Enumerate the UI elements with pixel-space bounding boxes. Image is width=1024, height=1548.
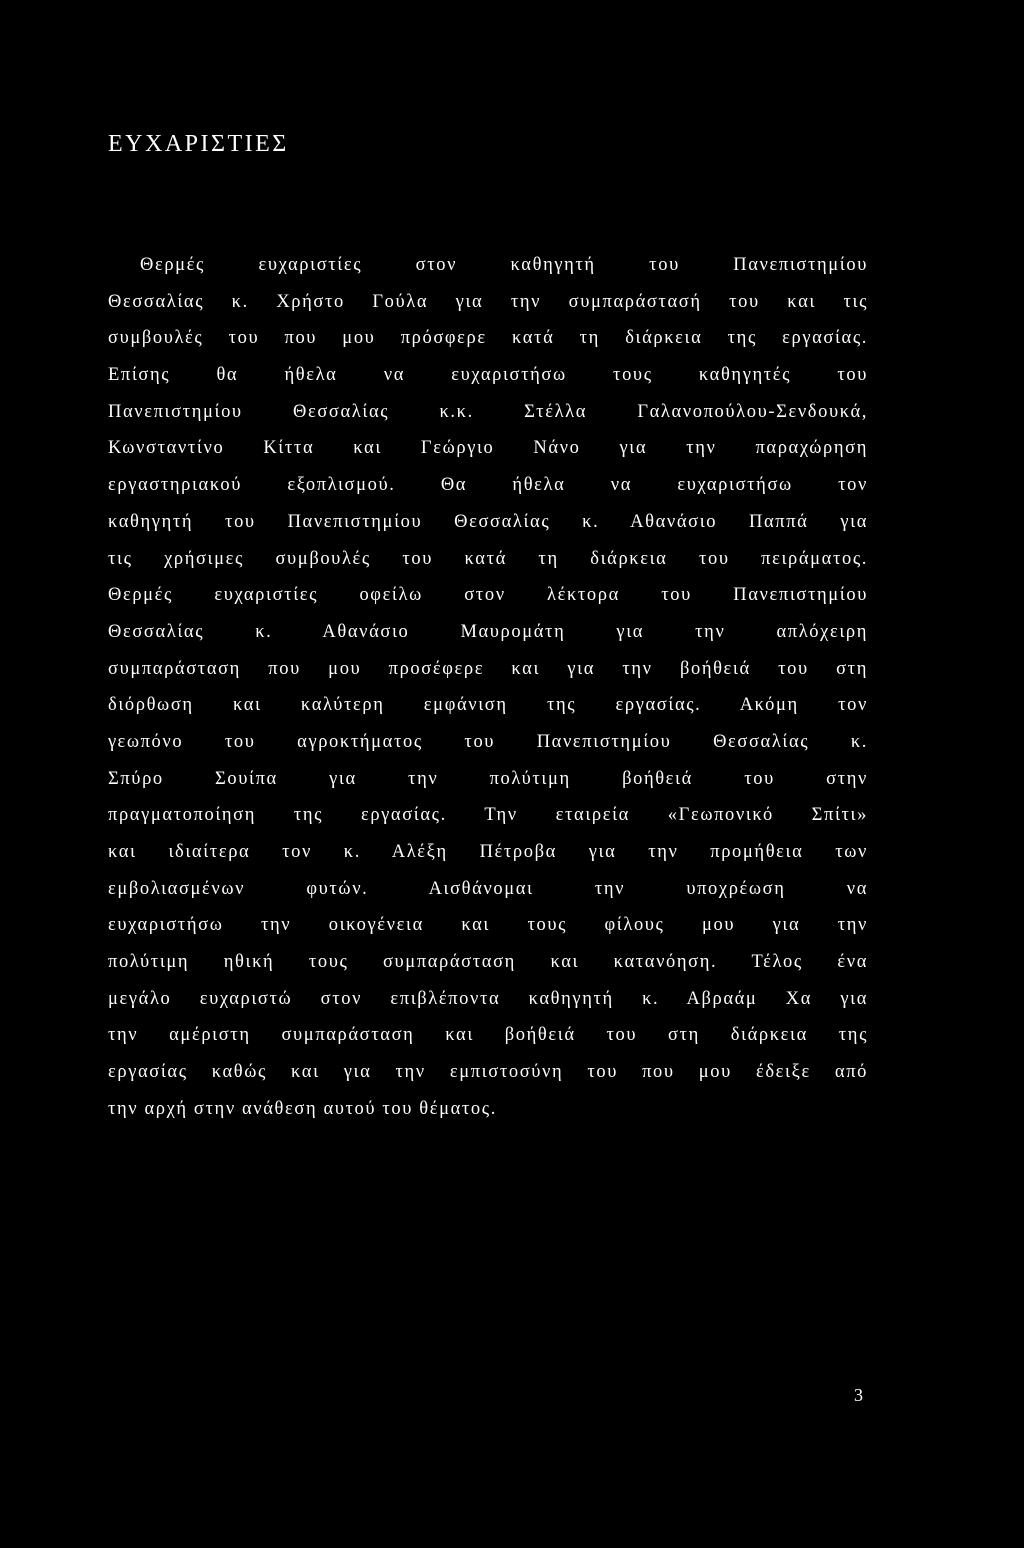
text-line: συμπαράσταση που μου προσέφερε και για την βοήθειά του στη [108,658,868,679]
text-line: πραγματοποίηση της εργασίας. Την εταιρεία «Γεωπονικό Σπίτι» [108,805,868,826]
text-line: Επίσης θα ήθελα να ευχαριστήσω τους καθηγητές του [108,365,868,386]
text-line: γεωπόνο του αγροκτήματος του Πανεπιστημίου Θεσσαλίας κ. [108,731,868,752]
text-line: Πανεπιστημίου Θεσσαλίας κ.κ. Στέλλα Γαλανοπούλου-Σενδουκά, [108,401,868,422]
text-line: συμβουλές του που μου πρόσφερε κατά τη διάρκεια της εργασίας. [108,328,868,349]
text-line: εργαστηριακού εξοπλισμού. Θα ήθελα να ευχαριστήσω τον [108,475,868,496]
text-line: εργασίας καθώς και για την εμπιστοσύνη του που μου έδειξε από [108,1062,868,1083]
text-line: την αρχή στην ανάθεση αυτού του θέματος. [108,1098,497,1119]
page-title: ΕΥΧΑΡΙΣΤΙΕΣ [108,131,289,157]
text-line: καθηγητή του Πανεπιστημίου Θεσσαλίας κ. Αθανάσιο Παππά για [108,511,868,532]
text-line: διόρθωση και καλύτερη εμφάνιση της εργασίας. Ακόμη τον [108,695,868,716]
text-line: πολύτιμη ηθική τους συμπαράσταση και κατανόηση. Τέλος ένα [108,952,868,973]
text-line: και ιδιαίτερα τον κ. Αλέξη Πέτροβα για την προμήθεια των [108,842,868,862]
text-line: ευχαριστήσω την οικογένεια και τους φίλους μου για την [108,915,868,936]
text-line: την αμέριστη συμπαράσταση και βοήθειά του στη διάρκεια της [108,1025,868,1046]
text-line: Θεσσαλίας κ. Χρήστο Γούλα για την συμπαράστασή του και τις [108,291,868,312]
acknowledgements-paragraph [108,247,868,1128]
text-line: εμβολιασμένων φυτών. Αισθάνομαι την υποχρέωση να [108,878,868,899]
text-line: Θερμές ευχαριστίες οφείλω στον λέκτορα του Πανεπιστημίου [108,585,868,606]
text-line: Θεσσαλίας κ. Αθανάσιο Μαυρομάτη για την απλόχειρη [108,621,868,642]
text-line: Κωνσταντίνο Κίττα και Γεώργιο Νάνο για την παραχώρηση [108,438,868,459]
text-line: τις χρήσιμες συμβουλές του κατά τη διάρκεια του πειράματος. [108,548,868,569]
text-line: Θερμές ευχαριστίες στον καθηγητή του Πανεπιστημίου [140,255,868,275]
page-number: 3 [854,1385,863,1405]
text-line: μεγάλο ευχαριστώ στον επιβλέποντα καθηγητή κ. Αβραάμ Χα για [108,988,868,1009]
text-line: Σπύρο Σουίπα για την πολύτιμη βοήθειά του στην [108,768,868,789]
